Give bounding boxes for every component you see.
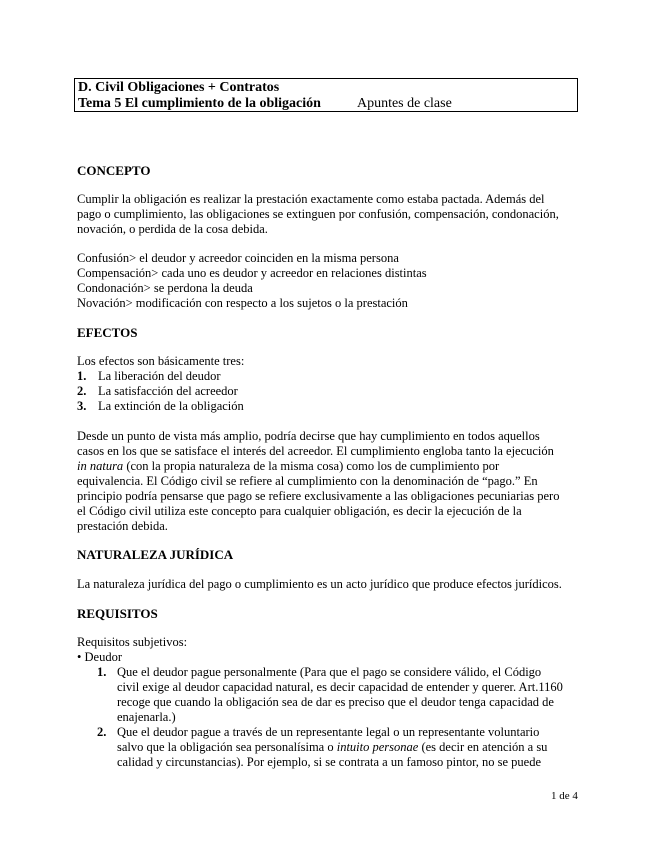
section-heading-naturaleza: NATURALEZA JURÍDICA <box>77 547 234 562</box>
requisito-item-1: Que el deudor pague personalmente (Para que el pago se considere válido, el Código civil exige al deudor capacidad natural, es decir capacidad de entender y querer. Art.1160 recoge que cuando la obligación sea de dar es preciso que el deudor tenga capacidad de enajenarla.) <box>117 665 563 724</box>
concepto-paragraph: Cumplir la obligación es realizar la prestación exactamente como estaba pactada. Además del pago o cumplimiento, las obligaciones se extinguen por confusión, compensación, condonación, novación, o perdida de la cosa debida. <box>77 192 559 236</box>
definition-compensacion: Compensación> cada uno es deudor y acreedor en relaciones distintas <box>77 266 427 280</box>
definitions-list <box>77 251 577 311</box>
list-number: 1. <box>97 665 107 679</box>
definition-novacion: Novación> modificación con respecto a los sujetos o la prestación <box>77 296 408 310</box>
list-item: La liberación del deudor <box>98 369 221 383</box>
definition-condonacion: Condonación> se perdona la deuda <box>77 281 253 295</box>
list-number: 1. <box>77 369 87 383</box>
list-item: La extinción de la obligación <box>98 399 244 413</box>
list-number: 3. <box>77 399 87 413</box>
bullet-item-deudor: • Deudor <box>77 650 123 664</box>
efectos-paragraph: Desde un punto de vista más amplio, podría decirse que hay cumplimiento en todos aquellos casos en los que se satisface el interés del acreedor. El cumplimiento engloba tanto la ejecución in natura (con la propia naturaleza de la misma cosa) como los de cumplimiento por equivalencia. El Código civil se refiere al cumplimiento con la denominación de “pago.” En principio podría pensarse que pago se refiere exclusivamente a las obligaciones pecuniarias pero el Código civil utiliza este concepto para cualquier obligación, es decir la ejecución de la prestación debida. <box>77 429 560 533</box>
section-heading-efectos: EFECTOS <box>77 325 138 340</box>
section-heading-concepto: CONCEPTO <box>77 163 151 178</box>
list-number: 2. <box>77 384 87 398</box>
section-heading-requisitos: REQUISITOS <box>77 606 158 621</box>
requisito-item-2: Que el deudor pague a través de un representante legal o un representante voluntario salvo que la obligación sea personalísima o intuito personae (es decir en atención a su calidad y circunstancias). Por ejemplo, si se contrata a un famoso pintor, no se puede <box>117 725 548 769</box>
topic-title: Tema 5 El cumplimiento de la obligación <box>78 96 321 111</box>
notes-label: Apuntes de clase <box>356 96 452 111</box>
page-number: 1 de 4 <box>551 790 578 802</box>
efectos-intro: Los efectos son básicamente tres: <box>77 354 245 368</box>
requisitos-intro: Requisitos subjetivos: <box>77 635 188 649</box>
naturaleza-paragraph: La naturaleza jurídica del pago o cumplimiento es un acto jurídico que produce efectos jurídicos. <box>77 577 562 591</box>
list-number: 2. <box>97 725 107 739</box>
list-item: La satisfacción del acreedor <box>98 384 238 398</box>
header-box <box>74 78 578 112</box>
course-title: D. Civil Obligaciones + Contratos <box>78 80 280 95</box>
definition-confusion: Confusión> el deudor y acreedor coinciden en la misma persona <box>77 251 399 265</box>
